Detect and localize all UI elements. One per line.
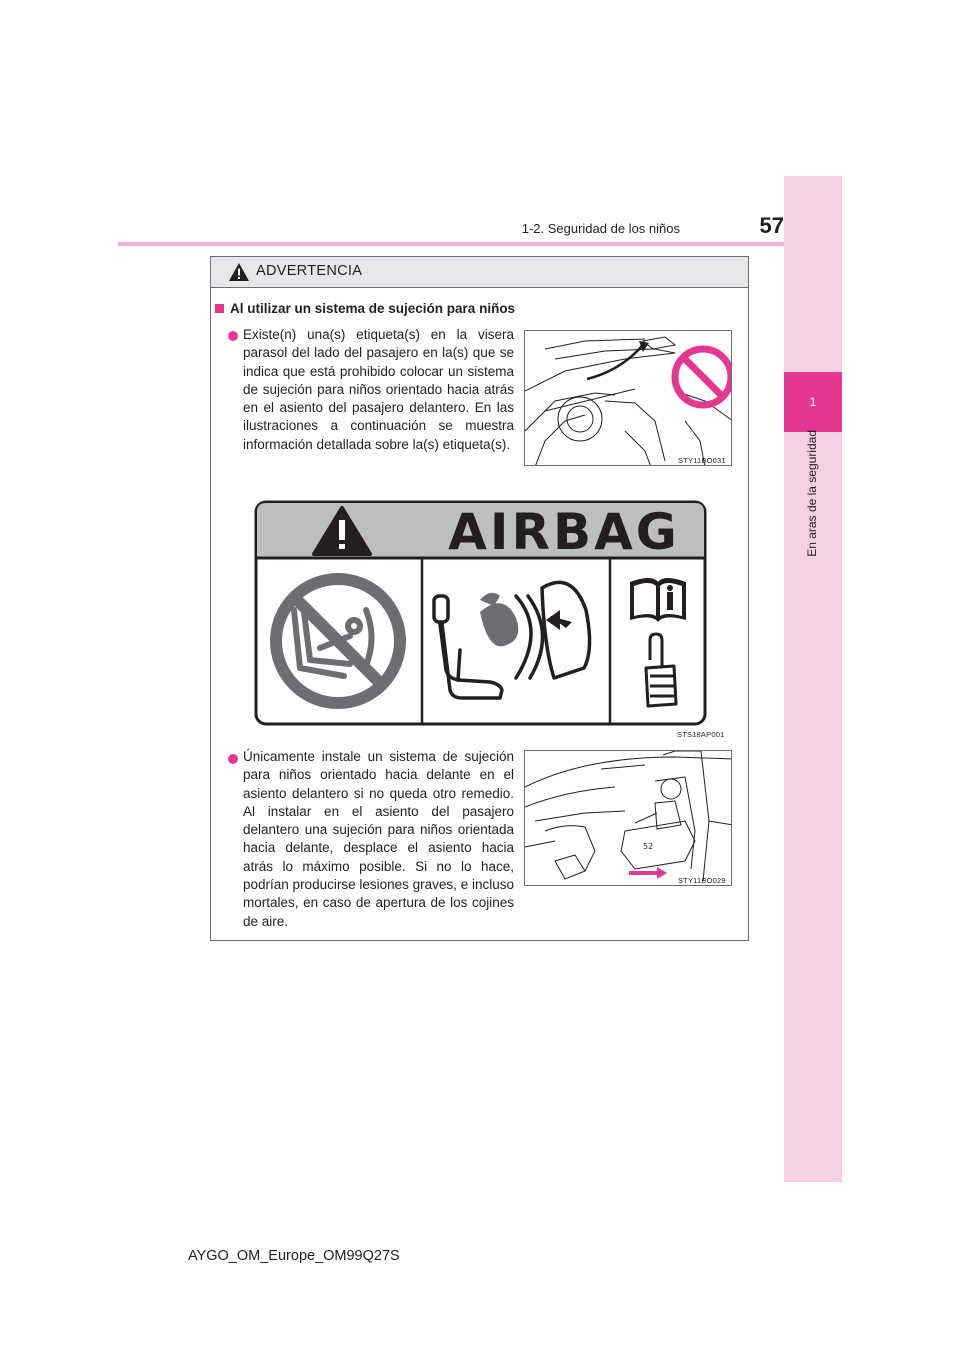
airbag-word: AIRBAG	[448, 503, 680, 561]
side-tab-chapter-number: 1	[784, 372, 842, 432]
figure-code: STY11BO031	[678, 456, 726, 465]
page-number: 57	[759, 213, 784, 238]
warning-item-text: Únicamente instale un sistema de sujeción para niños orientado hacia delante en el asiento delantero si no queda otro remedio. Al instalar en el asiento del pasajero delantero una sujeción para niños orientada hacia delante, desplace el asiento hacia atrás lo máximo posible. Si no lo hace, podrían producirse lesiones graves, e incluso mortales, en caso de apertura de los cojines de aire.	[243, 749, 514, 929]
square-bullet-icon	[215, 304, 224, 313]
warning-item-text: Existe(n) una(s) etiqueta(s) en la visera parasol del lado del pasajero en la(s) que se indica que está prohibido colocar un sistema de sujeción para niños orientado hacia atrás en el asiento del pasajero delantero. En las ilustraciones a continuación se muestra información detallada sobre la(s) etiqueta(s).	[243, 327, 514, 452]
section-title: 1-2. Seguridad de los niños	[521, 221, 680, 236]
warning-subheading-text: Al utilizar un sistema de sujeción para niños	[230, 301, 516, 316]
bullet-icon	[228, 331, 238, 341]
warning-triangle-icon	[228, 262, 250, 282]
figure-code: STY11BO029	[678, 876, 726, 885]
airbag-label	[254, 500, 707, 726]
figure-code: STS18AP001	[677, 730, 725, 739]
bullet-icon	[228, 754, 238, 764]
warning-title: ADVERTENCIA	[256, 263, 363, 279]
header-rule	[118, 242, 784, 246]
sun-visor-illustration	[524, 330, 732, 466]
warning-subheading	[215, 301, 515, 316]
side-tab-chapter-title: En aras de la seguridad	[805, 430, 819, 557]
sun-visor-drawing	[525, 331, 732, 466]
child-seat-drawing	[525, 751, 732, 886]
footer-doc-code: AYGO_OM_Europe_OM99Q27S	[188, 1248, 400, 1264]
svg-text:52: 52	[643, 842, 654, 851]
child-seat-illustration	[524, 750, 732, 886]
side-tab-chapter-title-wrap	[802, 430, 822, 750]
